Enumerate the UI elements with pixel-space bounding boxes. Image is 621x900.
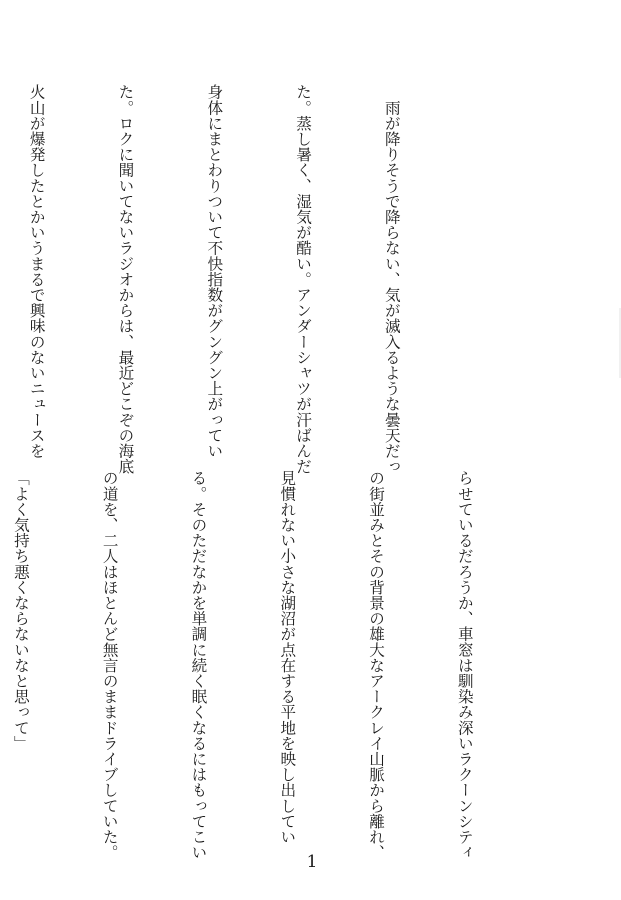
text-column: た。蒸し暑く、湿気が酷い。アンダーシャツが汗ばんだ	[294, 84, 313, 474]
text-column: 見慣れない小さな湖沼が点在する平地を映し出してい	[278, 470, 297, 845]
text-column: る。そのただなかを単調に続く眠くなるにはもってこい	[189, 470, 208, 860]
text-block-top	[0, 84, 465, 474]
text-block-bottom	[0, 470, 538, 860]
page-number: 1	[306, 852, 318, 872]
text-column: 身体にまとわりついて不快指数がグングン上がってい	[205, 84, 224, 459]
text-column: 「よく気持ち悪くならないなと思って」	[11, 470, 30, 751]
text-column: の街並みとその背景の雄大なアークレイ山脈から離れ、	[367, 470, 386, 860]
text-column: 雨が降りそうで降らない、気が滅入るような曇天だっ	[382, 84, 401, 474]
text-column: の道を、二人はほとんど無言のままドライブしていた。	[100, 470, 119, 860]
text-column: 火山が爆発したとかいうまるで興味のないニュースを	[27, 84, 46, 459]
text-column: らせているだろうか、車窓は馴染み深いラクーンシティ	[455, 470, 474, 860]
text-column: た。ロクに聞いてないラジオからは、最近どこぞの海底	[116, 84, 135, 474]
